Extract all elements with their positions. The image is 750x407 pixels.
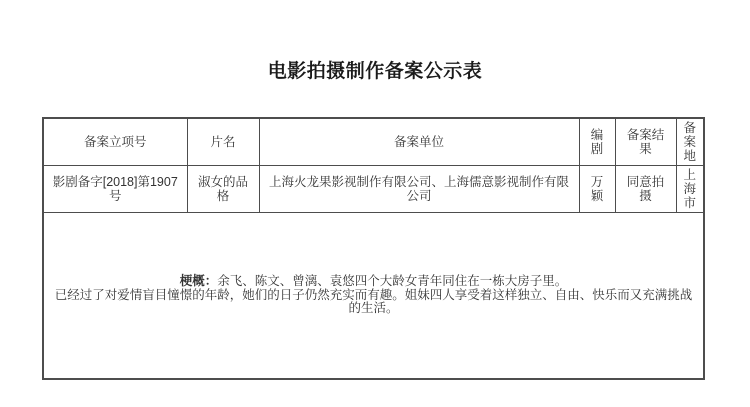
header-filing-number: 备案立项号 (43, 118, 187, 166)
synopsis-line2: 已经过了对爱情盲目憧憬的年龄，她们的日子仍然充实而有趣。姐妹四人享受着这样独立、自由、快乐而又充满挑战的生活。 (54, 287, 693, 316)
synopsis-cell (43, 213, 704, 380)
cell-filing-location: 上海市 (676, 166, 704, 213)
cell-filing-number: 影剧备字[2018]第1907号 (43, 166, 187, 213)
table-header-row (43, 118, 704, 166)
header-filing-result: 备案结果 (615, 118, 676, 166)
cell-filing-unit: 上海火龙果影视制作有限公司、上海儒意影视制作有限公司 (259, 166, 579, 213)
cell-film-title: 淑女的品格 (187, 166, 259, 213)
header-screenwriter: 编剧 (579, 118, 615, 166)
filing-table (42, 117, 705, 380)
header-filing-unit: 备案单位 (259, 118, 579, 166)
cell-screenwriter: 万颖 (579, 166, 615, 213)
synopsis-row (43, 213, 704, 380)
synopsis-line1: 余飞、陈文、曾漓、袁悠四个大龄女青年同住在一栋大房子里。 (217, 274, 568, 289)
cell-filing-result: 同意拍摄 (615, 166, 676, 213)
header-filing-location: 备案地 (676, 118, 704, 166)
synopsis-label: 梗概： (179, 274, 218, 289)
header-film-title: 片名 (187, 118, 259, 166)
table-data-row (43, 166, 704, 213)
page-title: 电影拍摄制作备案公示表 (267, 61, 483, 82)
